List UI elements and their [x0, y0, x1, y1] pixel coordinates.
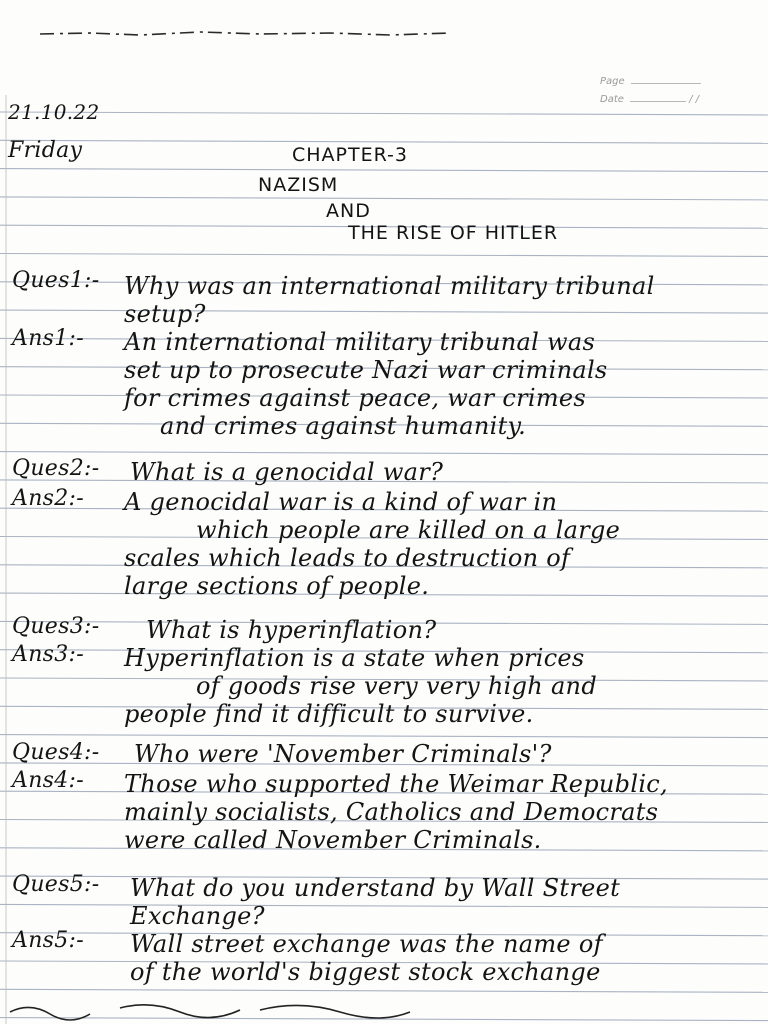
answer-label: Ans2:-: [12, 486, 84, 511]
answer-line: which people are killed on a large: [196, 516, 621, 544]
ruled-line: [0, 254, 768, 257]
answer-label: Ans5:-: [12, 928, 84, 953]
question-line: What is hyperinflation?: [146, 616, 437, 644]
ruled-line: [0, 452, 768, 455]
question-label: Ques3:-: [12, 614, 100, 639]
answer-line: mainly socialists, Catholics and Democrats: [124, 798, 659, 826]
answer-line: for crimes against peace, war crimes: [124, 384, 587, 412]
question-label: Ques1:-: [12, 268, 100, 293]
stamp-page-label: Page: [600, 76, 625, 87]
answer-line: A genocidal war is a kind of war in: [124, 488, 558, 516]
ruled-line: [0, 197, 768, 200]
answer-line: An international military tribunal was: [124, 328, 596, 356]
question-line: Exchange?: [130, 902, 265, 930]
ruled-line: [0, 140, 768, 143]
question-line: Who were 'November Criminals'?: [134, 740, 552, 768]
answer-line: and crimes against humanity.: [160, 412, 527, 440]
date-text: 21.10.22: [8, 100, 100, 124]
day-text: Friday: [8, 138, 83, 163]
cut-off-handwriting: [0, 990, 768, 1024]
answer-line: Hyperinflation is a state when prices: [124, 644, 585, 672]
answer-line: Those who supported the Weimar Republic,: [124, 770, 668, 798]
ruled-line: [0, 310, 768, 313]
question-label: Ques2:-: [12, 456, 100, 481]
ruled-line: [0, 735, 768, 738]
question-line: What is a genocidal war?: [130, 458, 444, 486]
question-line: setup?: [124, 300, 206, 328]
question-line: What do you understand by Wall Street: [130, 874, 621, 902]
answer-line: set up to prosecute Nazi war criminals: [124, 356, 608, 384]
answer-label: Ans3:-: [12, 642, 84, 667]
title-line-1: NAZISM: [258, 174, 339, 196]
title-line-3: THE RISE OF HITLER: [348, 222, 559, 244]
answer-line: were called November Criminals.: [124, 826, 542, 854]
question-label: Ques5:-: [12, 872, 100, 897]
title-line-2: AND: [326, 200, 371, 222]
stamp-date-label: Date: [600, 94, 624, 105]
answer-line: Wall street exchange was the name of: [130, 930, 603, 958]
ruled-line: [0, 904, 768, 907]
ruled-line: [0, 169, 768, 172]
answer-line: large sections of people.: [124, 572, 430, 600]
answer-line: of the world's biggest stock exchange: [130, 958, 601, 986]
answer-label: Ans4:-: [12, 768, 84, 793]
question-label: Ques4:-: [12, 740, 100, 765]
answer-line: scales which leads to destruction of: [124, 544, 571, 572]
answer-line: people find it difficult to survive.: [124, 700, 534, 728]
answer-label: Ans1:-: [12, 326, 84, 351]
page-date-stamp: Page Date / /: [600, 76, 700, 105]
chapter-heading: CHAPTER-3: [292, 144, 408, 166]
question-line: Why was an international military tribunal: [124, 272, 655, 300]
answer-line: of goods rise very very high and: [196, 672, 597, 700]
